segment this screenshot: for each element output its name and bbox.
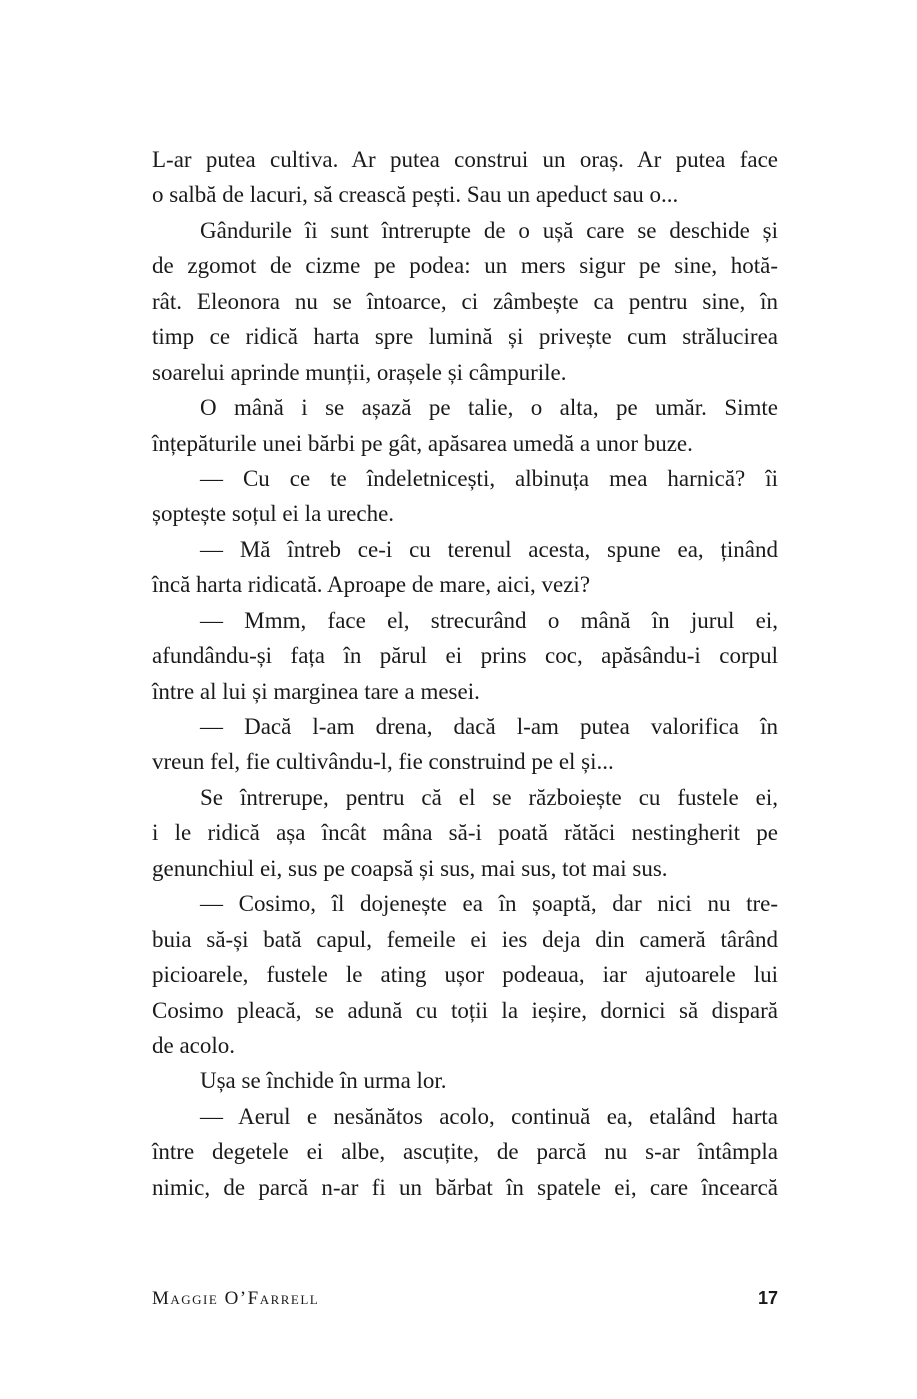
text-line: nimic, de parcă n-ar fi un bărbat în spatele ei, care încearcă — [152, 1174, 778, 1200]
paragraph — [152, 709, 778, 780]
text-line: între degetele ei albe, ascuțite, de parcă nu s-ar întâmpla — [152, 1139, 778, 1165]
text-line: soarelui aprinde munții, orașele și câmpurile. — [152, 359, 567, 385]
text-line: i le ridică așa încât mâna să-i poată rătăci nestingherit pe — [152, 820, 778, 846]
page-number: 17 — [757, 1288, 778, 1308]
text-line: buia să-și bată capul, femeile ei ies deja din cameră târând — [152, 926, 778, 952]
text-line: șoptește soțul ei la ureche. — [152, 501, 395, 527]
text-line: afundându-și fața în părul ei prins coc, apăsându-i corpul — [152, 643, 778, 669]
text-line: Ușa se închide în urma lor. — [200, 1068, 447, 1094]
text-line: între al lui și marginea tare a mesei. — [152, 678, 480, 704]
paragraph — [152, 390, 778, 461]
text-line: picioarele, fustele le ating ușor podeaua, iar ajutoarele lui — [152, 962, 778, 988]
text-line: încă harta ridicată. Aproape de mare, aici, vezi? — [152, 572, 591, 598]
paragraph — [152, 1063, 778, 1098]
text-line: — Cu ce te îndeletnicești, albinuța mea harnică? îi — [200, 465, 778, 491]
text-line: Gândurile îi sunt întrerupte de o ușă care se deschide și — [200, 217, 778, 243]
text-line: timp ce ridică harta spre lumină și privește cum strălucirea — [152, 324, 778, 350]
text-line: L-ar putea cultiva. Ar putea construi un oraș. Ar putea face — [152, 147, 778, 172]
text-line: — Mmm, face el, strecurând o mână în jurul ei, — [200, 607, 778, 633]
text-line: o salbă de lacuri, să crească pești. Sau un apeduct sau o... — [152, 182, 679, 208]
text-line: — Aerul e nesănătos acolo, continuă ea, etalând harta — [200, 1103, 778, 1129]
paragraph — [152, 603, 778, 709]
text-line: înțepăturile unei bărbi pe gât, apăsarea umedă a unor buze. — [152, 430, 693, 456]
paragraph — [152, 886, 778, 1063]
text-line: O mână i se așază pe talie, o alta, pe umăr. Simte — [200, 395, 778, 421]
paragraph — [152, 1099, 778, 1205]
text-line: genunchiul ei, sus pe coapsă și sus, mai sus, tot mai sus. — [152, 855, 668, 881]
running-footer-author: Maggie O’Farrell — [152, 1288, 320, 1309]
paragraph — [152, 213, 778, 390]
text-line: de zgomot de cizme pe podea: un mers sigur pe sine, hotă- — [152, 253, 778, 279]
text-line: — Mă întreb ce-i cu terenul acesta, spune ea, ținând — [200, 536, 778, 562]
text-line: Cosimo pleacă, se adună cu toții la ieșire, dornici să dispară — [152, 997, 778, 1023]
paragraph — [152, 461, 778, 532]
text-line: vreun fel, fie cultivându-l, fie construind pe el și... — [152, 749, 614, 775]
text-line: — Cosimo, îl dojenește ea în șoaptă, dar nici nu tre- — [200, 891, 778, 917]
text-line: — Dacă l-am drena, dacă l-am putea valorifica în — [200, 714, 778, 739]
body-text — [152, 142, 778, 1205]
text-line: Se întrerupe, pentru că el se războiește cu fustele ei, — [200, 784, 778, 810]
text-line: de acolo. — [152, 1032, 236, 1058]
paragraph — [152, 532, 778, 603]
paragraph — [152, 780, 778, 886]
paragraph — [152, 142, 778, 213]
text-line: rât. Eleonora nu se întoarce, ci zâmbește ca pentru sine, în — [152, 288, 778, 314]
